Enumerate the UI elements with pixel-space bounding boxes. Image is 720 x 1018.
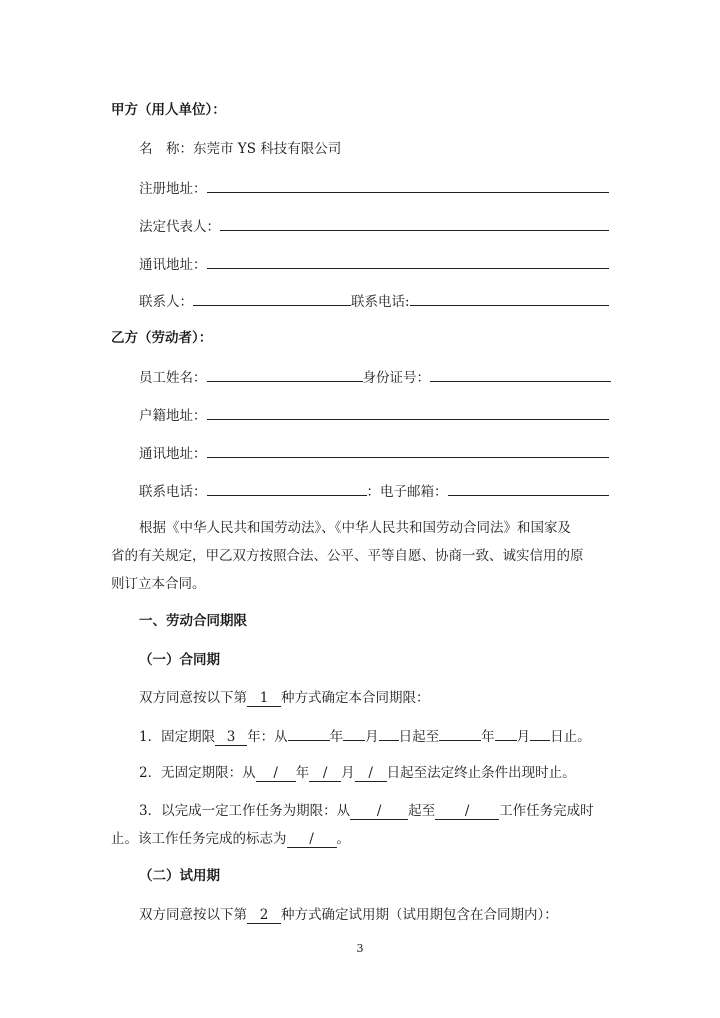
opt1-ri-qi-zhi: 日起至: [398, 729, 440, 745]
party-a-reg-addr-label: 注册地址：: [139, 181, 207, 197]
option-3-task-term: [139, 801, 594, 821]
party-b-name-row: [139, 366, 611, 388]
party-a-contact-phone-label: 联系电话:: [351, 294, 410, 310]
party-a-mail-addr-row: [139, 253, 609, 275]
party-a-contact-label: 联系人：: [139, 294, 193, 310]
party-b-phone-label: 联系电话：: [139, 484, 207, 500]
party-a-legal-rep-label: 法定代表人：: [139, 219, 220, 235]
opt3-line2-end: 。: [336, 831, 350, 847]
party-b-phone-field[interactable]: [207, 480, 367, 496]
opt2-yue: 月: [341, 765, 355, 781]
opt1-end-month-field[interactable]: [495, 725, 517, 741]
party-a-legal-rep-row: [139, 215, 609, 237]
party-b-name-field[interactable]: [207, 366, 363, 382]
trial-period-choice: [139, 905, 558, 925]
opt2-prefix: 2．无固定期限：从: [139, 765, 256, 781]
opt2-year-field[interactable]: /: [256, 766, 296, 782]
opt1-yue-1: 月: [365, 729, 379, 745]
contract-term-choice: [139, 688, 430, 708]
party-b-id-label: 身份证号：: [362, 370, 430, 386]
trial-suffix: 种方式确定试用期（试用期包含在合同期内）：: [281, 907, 558, 923]
party-a-name-label: 名 称：: [139, 141, 193, 157]
party-b-email-field[interactable]: [448, 480, 610, 496]
party-a-name-value: 东莞市 YS 科技有限公司: [193, 141, 342, 157]
preamble-line-1: 根据《中华人民共和国劳动法》、《中华人民共和国劳动合同法》和国家及: [139, 520, 571, 536]
opt1-nian-2: 年: [481, 729, 495, 745]
party-b-mail-addr-field[interactable]: [207, 442, 610, 458]
party-b-heading: 乙方（劳动者）：: [111, 330, 213, 346]
option-2-open-term: [139, 763, 576, 783]
opt3-start-field[interactable]: /: [350, 804, 408, 820]
party-b-id-field[interactable]: [430, 366, 611, 382]
agree-prefix: 双方同意按以下第: [139, 690, 247, 706]
opt3-line2-prefix: 止。该工作任务完成的标志为: [111, 831, 287, 847]
party-b-household-field[interactable]: [207, 404, 610, 420]
preamble-line-3: 则订立本合同。: [111, 576, 206, 592]
party-a-heading: 甲方（用人单位）：: [111, 102, 226, 118]
party-b-household-label: 户籍地址：: [139, 408, 207, 424]
opt2-end: 日起至法定终止条件出现时止。: [386, 765, 576, 781]
party-b-household-row: [139, 404, 609, 426]
trial-prefix: 双方同意按以下第: [139, 907, 247, 923]
opt1-end-year-field[interactable]: [439, 725, 481, 741]
opt3-prefix: 3．以完成一定工作任务为期限：从: [139, 803, 351, 819]
party-a-contact-row: [139, 290, 609, 312]
preamble-line-2: 省的有关规定，甲乙双方按照合法、公平、平等自愿、协商一致、诚实信用的原: [111, 548, 584, 564]
party-a-mail-addr-label: 通讯地址：: [139, 257, 207, 273]
section-1-title: 一、劳动合同期限: [139, 613, 247, 629]
opt3-marker-field[interactable]: /: [287, 832, 337, 848]
opt2-month-field[interactable]: /: [309, 766, 341, 782]
party-a-mail-addr-field[interactable]: [207, 253, 610, 269]
opt3-end: 工作任务完成时: [499, 803, 594, 819]
opt1-start-year-field[interactable]: [288, 725, 330, 741]
opt1-mid: 年：从: [247, 729, 288, 745]
opt2-nian: 年: [295, 765, 310, 781]
section-1-sub-1: （一）合同期: [139, 652, 220, 668]
option-1-fixed-term: [139, 725, 591, 747]
party-a-reg-addr-row: [139, 177, 609, 199]
opt1-years-field[interactable]: 3: [215, 730, 247, 746]
party-a-contact-phone-field[interactable]: [410, 290, 609, 306]
agree-suffix: 种方式确定本合同期限：: [281, 690, 430, 706]
section-1-sub-2: （二）试用期: [139, 868, 220, 884]
opt1-ri-zhi: 日止。: [550, 729, 591, 745]
opt1-end-day-field[interactable]: [530, 725, 550, 741]
party-b-phone-row: [139, 480, 609, 502]
opt2-day-field[interactable]: /: [355, 766, 387, 782]
party-b-mail-addr-row: [139, 442, 609, 464]
opt1-yue-2: 月: [516, 729, 531, 745]
party-a-name-row: [139, 139, 341, 159]
party-a-reg-addr-field[interactable]: [207, 177, 610, 193]
opt3-mid: 起至: [408, 803, 436, 819]
opt1-start-day-field[interactable]: [379, 725, 399, 741]
opt3-end-field[interactable]: /: [435, 804, 499, 820]
opt1-start-month-field[interactable]: [343, 725, 365, 741]
party-a-legal-rep-field[interactable]: [220, 215, 609, 231]
trial-period-choice-field[interactable]: 2: [247, 908, 281, 924]
party-b-email-label: ：电子邮箱：: [366, 484, 448, 500]
page-number: 3: [356, 942, 364, 955]
option-3-line-2: [111, 829, 350, 849]
opt1-prefix: 1．固定期限: [139, 729, 216, 745]
party-b-name-label: 员工姓名：: [139, 370, 207, 386]
contract-term-choice-field[interactable]: 1: [247, 691, 281, 707]
opt1-nian-1: 年: [329, 729, 344, 745]
party-a-contact-field[interactable]: [193, 290, 351, 306]
party-b-mail-addr-label: 通讯地址：: [139, 446, 207, 462]
